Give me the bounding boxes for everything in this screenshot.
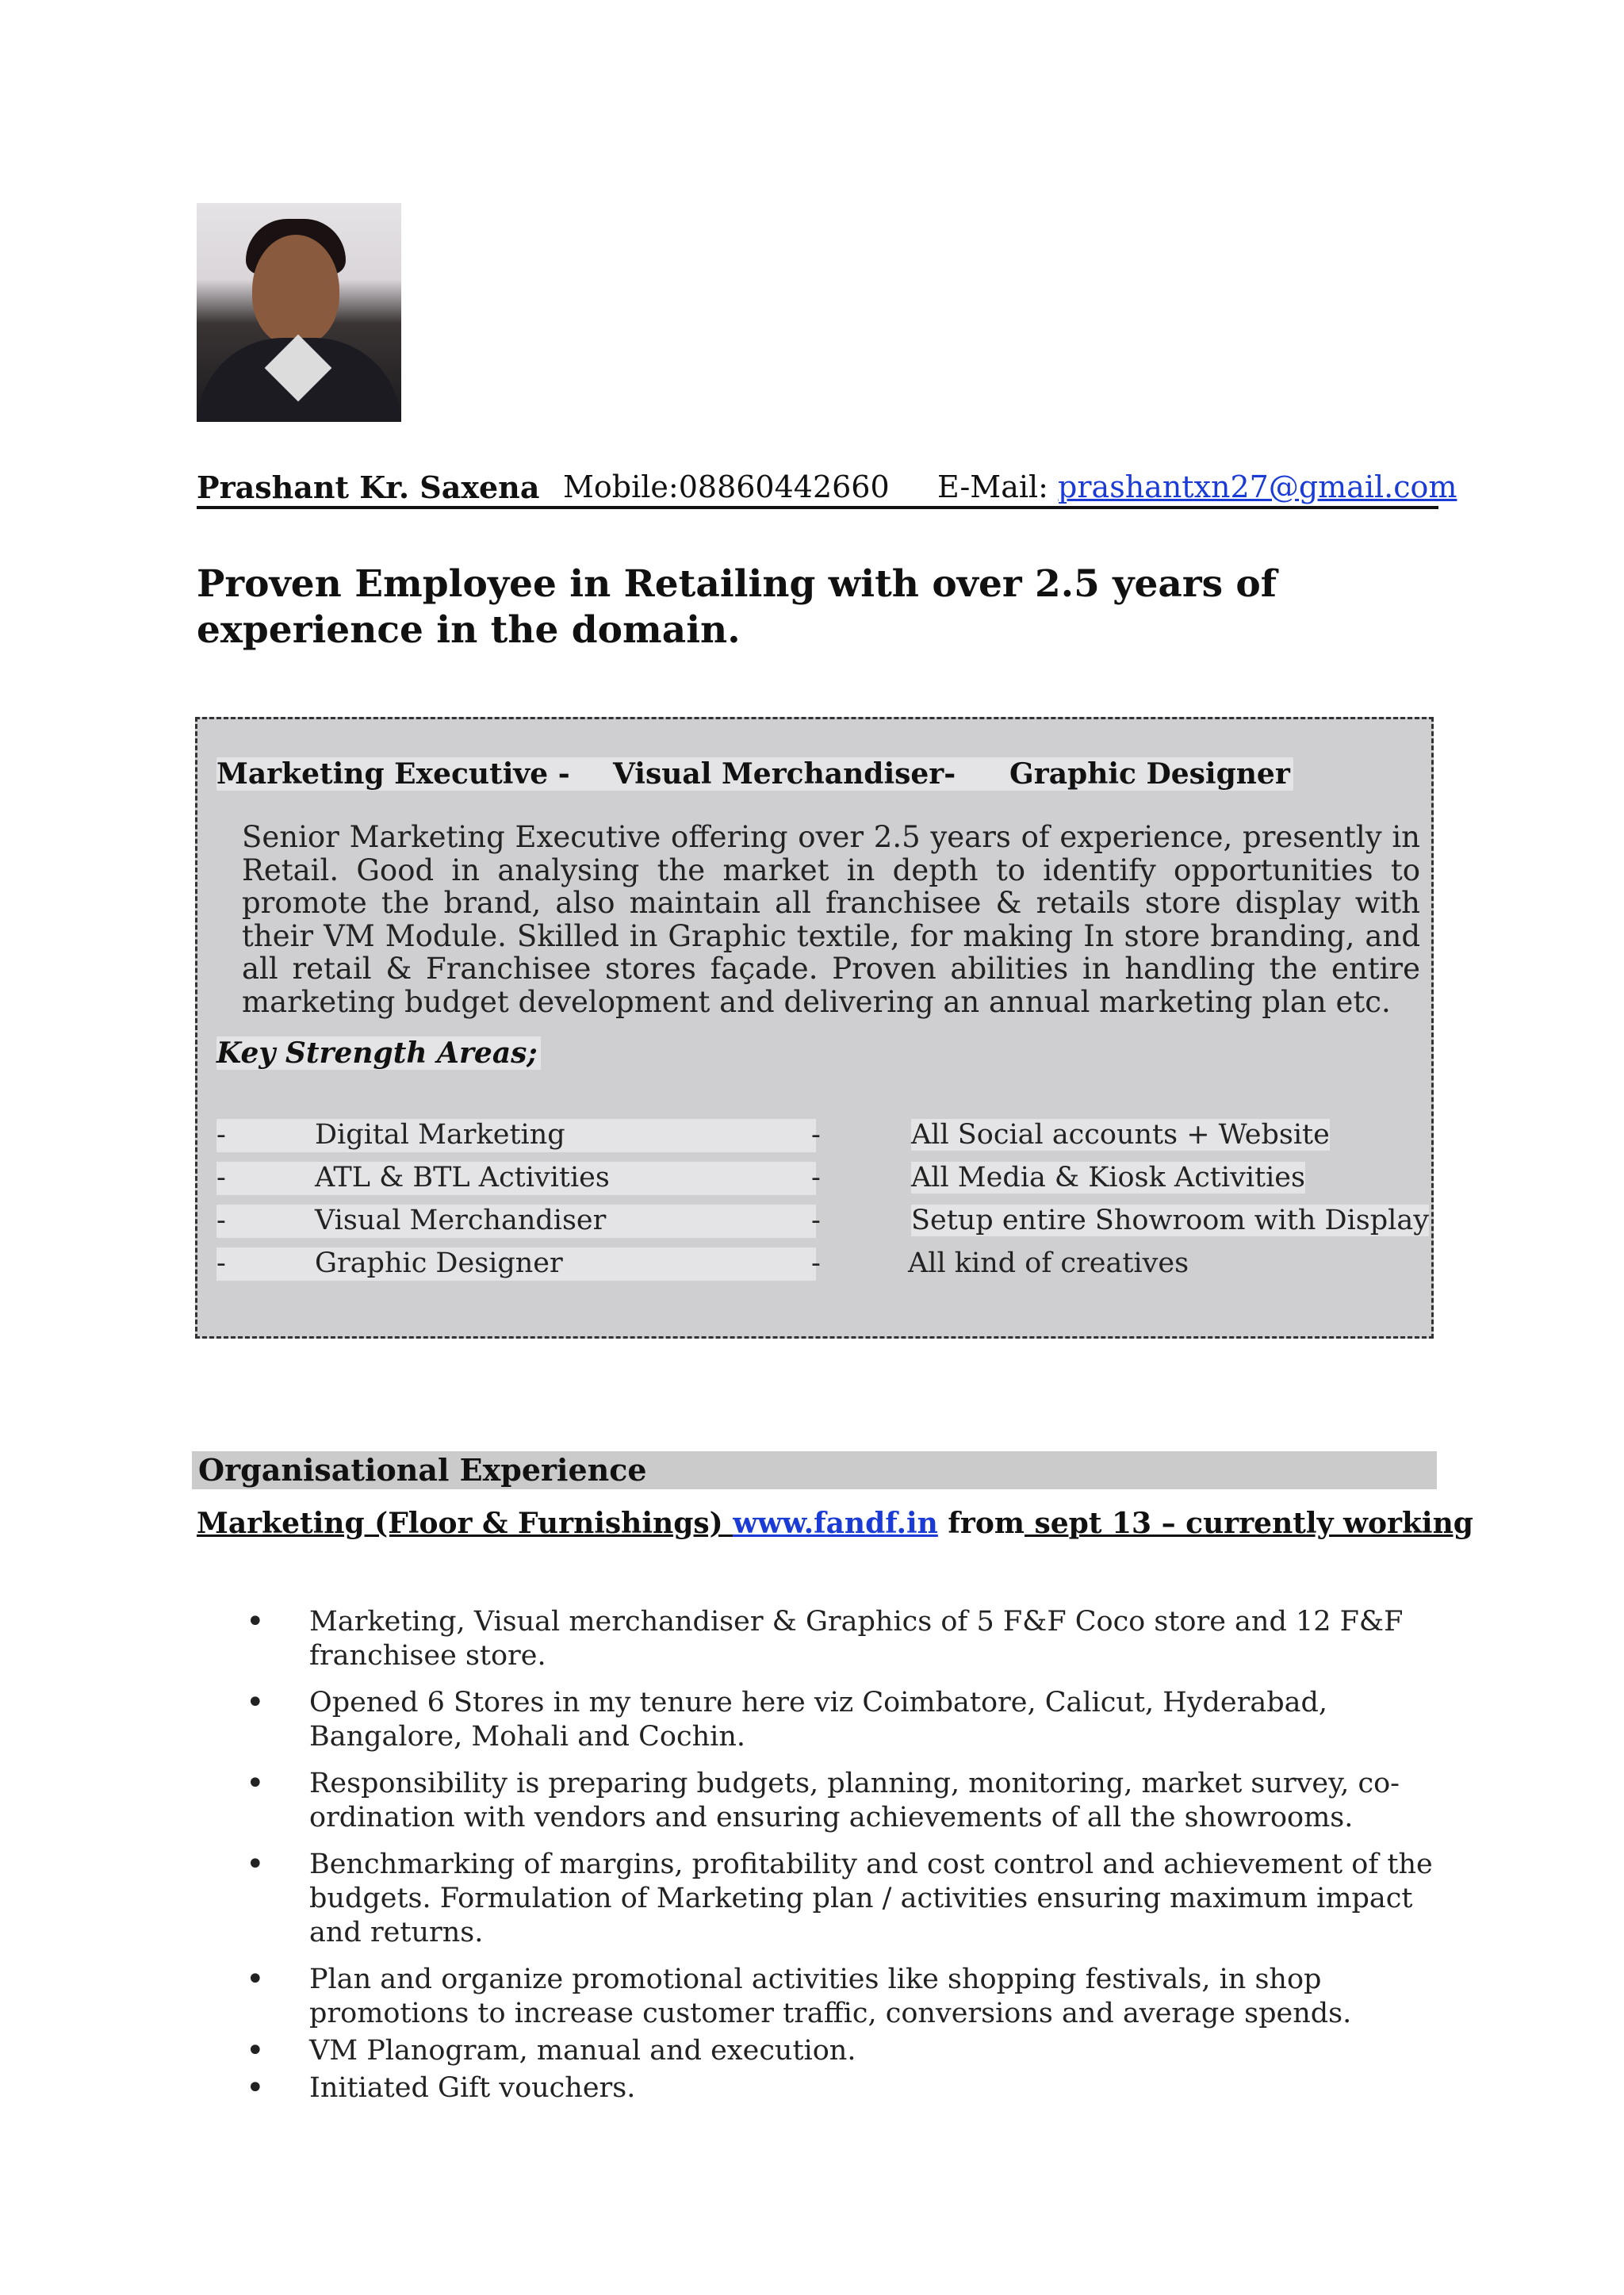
list-item bbox=[246, 1686, 1435, 1754]
list-item bbox=[246, 1963, 1435, 2031]
list-item bbox=[246, 1848, 1435, 1950]
bullet-dash: - bbox=[216, 1247, 226, 1279]
bullet-dash: - bbox=[811, 1119, 821, 1151]
strength-right: All kind of creatives bbox=[908, 1247, 1189, 1279]
email-label: E-Mail: bbox=[937, 469, 1059, 504]
list-item-text: Responsibility is preparing budgets, planning, monitoring, market survey, co-ordination with vendors and ensuring achievements of all the showrooms. bbox=[309, 1768, 1400, 1833]
section-title-experience: Organisational Experience bbox=[192, 1451, 1437, 1489]
job-from: from bbox=[937, 1507, 1025, 1540]
job-company: Marketing (Floor & Furnishings) bbox=[197, 1507, 733, 1540]
list-item-text: Marketing, Visual merchandiser & Graphics of 5 F&F Coco store and 12 F&F franchisee store. bbox=[309, 1606, 1404, 1672]
list-item-text: Initiated Gift vouchers. bbox=[309, 2072, 636, 2104]
list-item-text: Opened 6 Stores in my tenure here viz Coimbatore, Calicut, Hyderabad, Bangalore, Mohali and Cochin. bbox=[309, 1687, 1328, 1753]
candidate-name: Prashant Kr. Saxena bbox=[197, 469, 540, 505]
strength-left: Graphic Designer bbox=[315, 1247, 563, 1279]
job-period: sept 13 – currently working bbox=[1024, 1507, 1473, 1540]
bullet-dash: - bbox=[811, 1205, 821, 1236]
strength-left: Digital Marketing bbox=[315, 1119, 565, 1151]
list-item bbox=[246, 2034, 1435, 2068]
contact-header bbox=[197, 469, 1457, 509]
responsibility-list bbox=[246, 1605, 1435, 2105]
bullet-dash: - bbox=[811, 1247, 821, 1279]
list-item-text: Plan and organize promotional activities like shopping festivals, in shop promotions to increase customer traffic, conversions and average spends. bbox=[309, 1964, 1352, 2029]
bullet-dash: - bbox=[216, 1119, 226, 1151]
job-heading bbox=[197, 1507, 1473, 1540]
key-strength-title: Key Strength Areas; bbox=[216, 1036, 541, 1070]
role-marketing-executive: Marketing Executive - bbox=[216, 757, 570, 791]
strength-right: All Social accounts + Website bbox=[911, 1119, 1330, 1151]
bullet-dash: - bbox=[811, 1162, 821, 1193]
company-website-link[interactable]: www.fandf.in bbox=[733, 1507, 938, 1540]
bullet-dash: - bbox=[216, 1205, 226, 1236]
roles-line bbox=[216, 757, 1293, 791]
summary-paragraph: Senior Marketing Executive offering over 2.5 years of experience, presently in Retail. Good in analysing the market in depth to identify opportunities to promote the brand, also maintain all franchisee & retails store display with their VM Module. Skilled in Graphic textile, for making In store branding, and all retail & Franchisee stores façade. Proven abilities in handling the entire marketing budget development and delivering an annual marketing plan etc. bbox=[242, 820, 1420, 1019]
strength-left: Visual Merchandiser bbox=[315, 1205, 607, 1236]
list-item bbox=[246, 2071, 1435, 2105]
summary-box bbox=[195, 717, 1434, 1339]
list-item bbox=[246, 1767, 1435, 1835]
headline: Proven Employee in Retailing with over 2.5 years of experience in the domain. bbox=[197, 562, 1277, 652]
profile-photo bbox=[197, 203, 401, 422]
role-visual-merchandiser: Visual Merchandiser- bbox=[613, 757, 956, 791]
strength-right: All Media & Kiosk Activities bbox=[911, 1162, 1305, 1193]
role-graphic-designer: Graphic Designer bbox=[1009, 757, 1290, 791]
email-link[interactable]: prashantxn27@gmail.com bbox=[1058, 469, 1457, 504]
email-block bbox=[937, 469, 1457, 504]
list-item-text: Benchmarking of margins, profitability and cost control and achievement of the budgets. Formulation of Marketing plan / activities ensuring maximum impact and returns. bbox=[309, 1849, 1433, 1948]
mobile-number: Mobile:08860442660 bbox=[563, 469, 890, 504]
bullet-dash: - bbox=[216, 1162, 226, 1193]
strength-left: ATL & BTL Activities bbox=[315, 1162, 610, 1193]
list-item-text: VM Planogram, manual and execution. bbox=[309, 2035, 856, 2067]
strength-right: Setup entire Showroom with Display bbox=[911, 1205, 1429, 1236]
list-item bbox=[246, 1605, 1435, 1673]
